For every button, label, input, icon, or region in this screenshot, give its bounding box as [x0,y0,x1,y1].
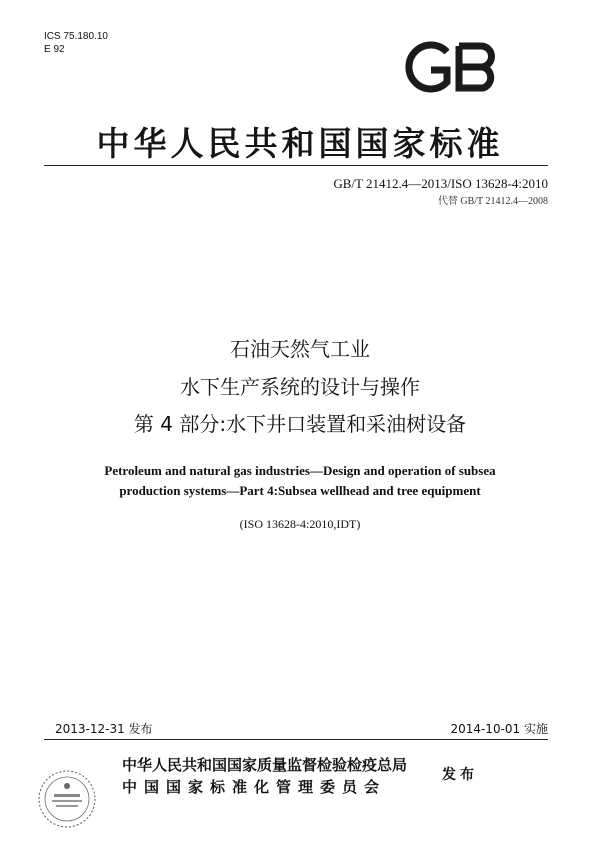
bottom-divider [44,739,548,740]
issuer-sac: 中国国家标准化管理委员会 [122,778,387,796]
title-en-line2: production systems—Part 4:Subsea wellhead and tree equipment [119,483,481,498]
title-cn-line1: 石油天然气工业 [230,337,370,361]
replaces-standard: 代替 GB/T 21412.4—2008 [437,196,548,207]
issue-date: 2013-12-31 发布 [55,722,153,736]
title-cn-line2: 水下生产系统的设计与操作 [180,375,420,399]
standard-number: GB/T 21412.4—2013/ISO 13628-4:2010 [333,176,548,191]
top-divider [44,165,548,166]
classification-block [44,30,108,56]
title-en-line1: Petroleum and natural gas industries—Design and operation of subsea [104,463,496,478]
gb-logo [395,38,507,96]
org-title: 中华人民共和国国家标准 [96,124,504,163]
iso-reference: (ISO 13628-4:2010,IDT) [239,517,361,531]
publish-label: 发布 [442,767,478,783]
title-cn-line3: 第 4 部分:水下井口装置和采油树设备 [133,412,467,436]
effective-date: 2014-10-01 实施 [450,722,548,736]
category-code: E 92 [44,44,65,55]
title-en [60,461,540,501]
anti-counterfeit-stamp-icon [36,768,98,830]
ics-code: ICS 75.180.10 [44,31,108,42]
issuer-aqsiq: 中华人民共和国国家质量监督检验检疫总局 [122,756,408,774]
